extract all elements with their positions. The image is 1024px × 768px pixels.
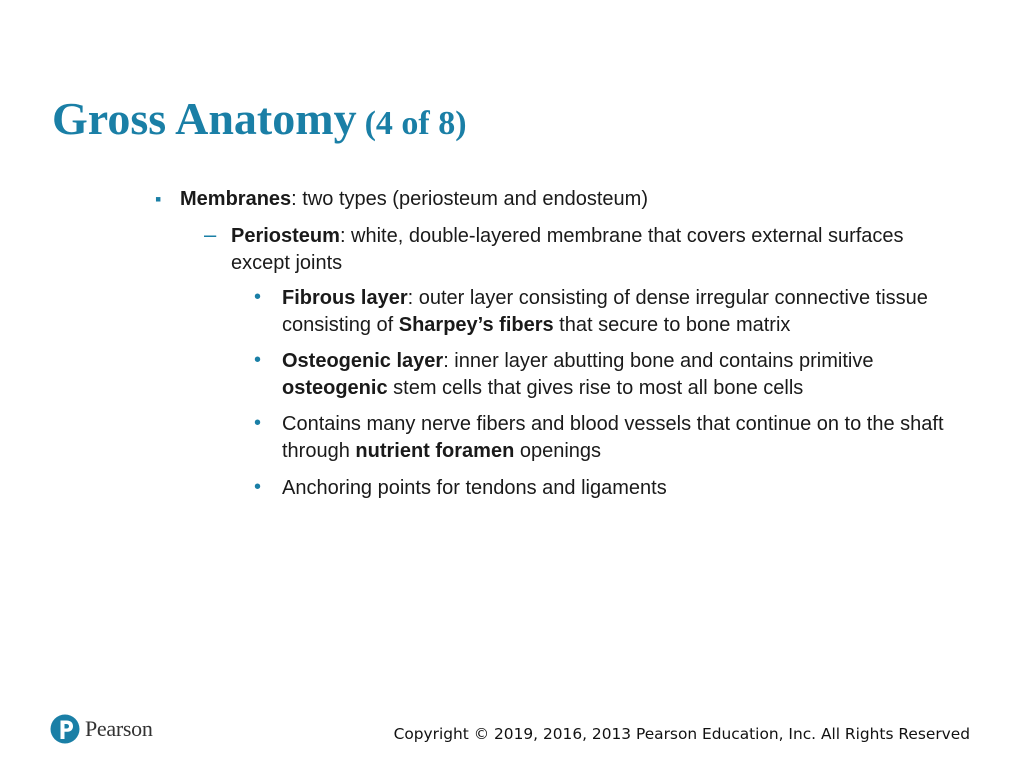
term-membranes: Membranes xyxy=(180,188,292,210)
term-fibrous-layer: Fibrous layer xyxy=(282,287,408,309)
bullet-text: Anchoring points for tendons and ligaments xyxy=(282,477,667,499)
bullet-anchoring-points xyxy=(254,475,972,502)
term-osteogenic: osteogenic xyxy=(282,377,388,399)
bullet-fibrous-layer xyxy=(254,285,972,339)
bullet-osteogenic-layer xyxy=(254,348,972,402)
pearson-wordmark: Pearson xyxy=(85,716,153,741)
bullet-text: : inner layer abutting bone and contains primitive xyxy=(443,350,874,372)
title-text: Gross Anatomy xyxy=(52,93,357,144)
term-sharpeys-fibers: Sharpey’s fibers xyxy=(398,314,554,336)
dash-bullet-icon: – xyxy=(204,222,217,247)
slide-title xyxy=(52,92,467,145)
dot-bullet-icon: • xyxy=(254,476,262,498)
copyright-notice: Copyright © 2019, 2016, 2013 Pearson Education, Inc. All Rights Reserved xyxy=(393,725,970,743)
bullet-text: : two types (periosteum and endosteum) xyxy=(291,188,649,210)
bullet-periosteum xyxy=(204,222,931,277)
dot-bullet-icon: • xyxy=(254,286,262,308)
bullet-text: that secure to bone matrix xyxy=(553,314,791,336)
square-bullet-icon: ▪ xyxy=(155,189,162,209)
bullet-text: openings xyxy=(514,440,602,462)
bullet-text: : white, double-layered membrane that covers external surfaces except joints xyxy=(231,225,904,274)
dot-bullet-icon: • xyxy=(254,349,262,371)
bullet-membranes xyxy=(155,186,980,212)
bullet-text: Contains many nerve fibers and blood vessels that continue on to the shaft through xyxy=(282,413,944,462)
bullet-text: : outer layer consisting of dense irregular connective tissue consisting of xyxy=(282,287,928,336)
bullet-text: stem cells that gives rise to most all bone cells xyxy=(387,377,804,399)
dot-bullet-icon: • xyxy=(254,412,262,434)
term-periosteum: Periosteum xyxy=(231,225,340,247)
pearson-logo xyxy=(50,712,153,746)
title-page-indicator: (4 of 8) xyxy=(364,105,467,142)
term-osteogenic-layer: Osteogenic layer xyxy=(282,350,444,372)
pearson-p-logo-icon xyxy=(50,712,80,746)
term-nutrient-foramen: nutrient foramen xyxy=(355,440,515,462)
bullet-nerve-fibers xyxy=(254,411,972,465)
